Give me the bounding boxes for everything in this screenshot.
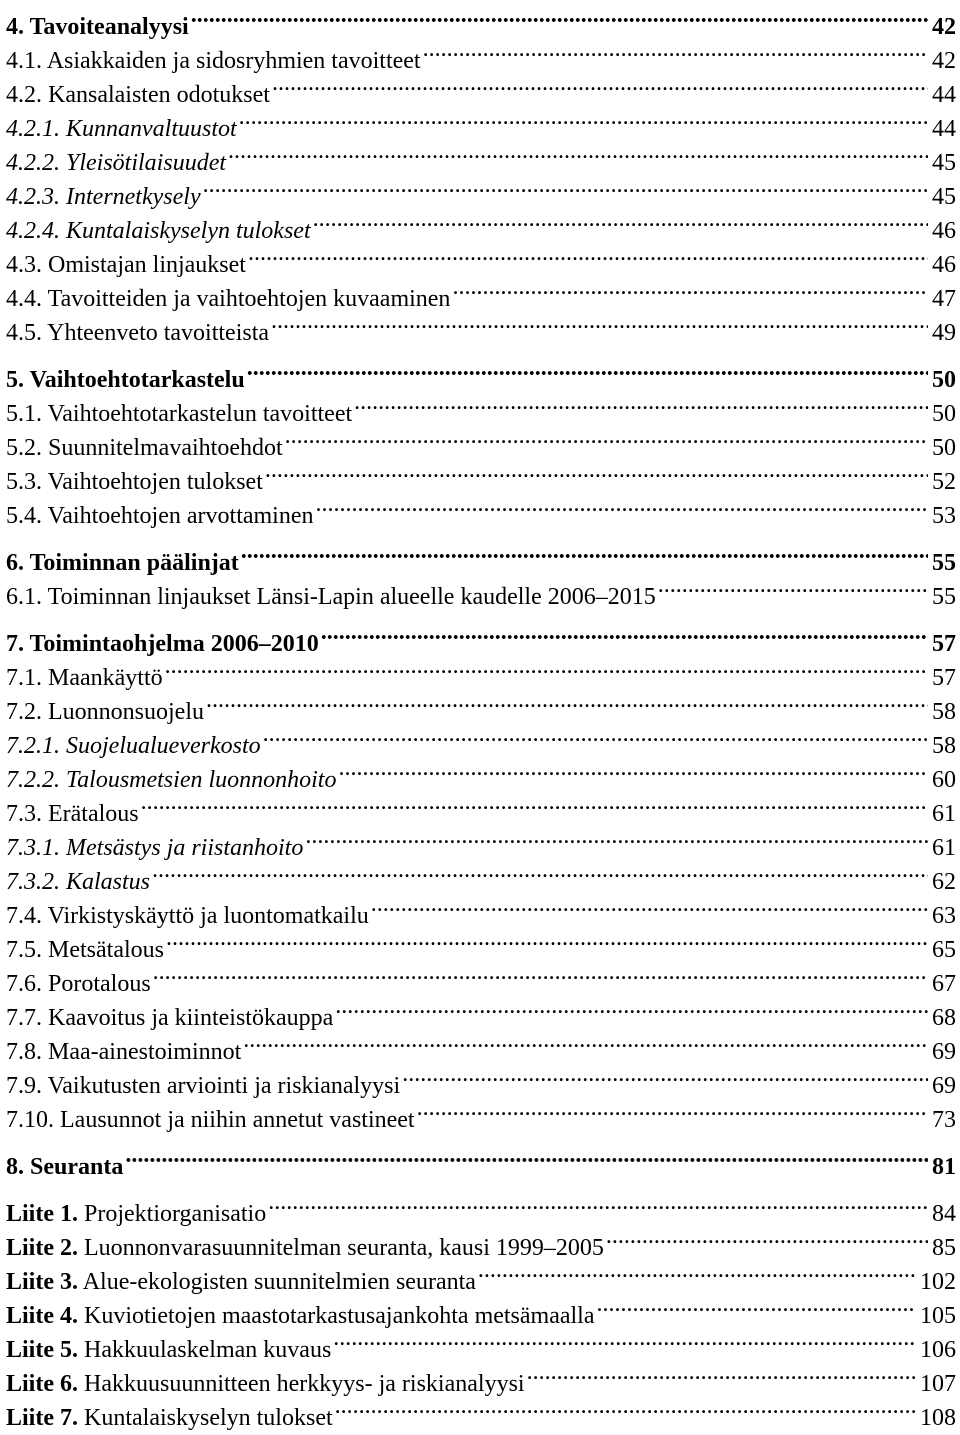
toc-entry-page-number: 42: [932, 48, 956, 74]
toc-entry-title: Kunnanvaltuustot: [66, 116, 237, 142]
toc-entry-title: Toiminnan päälinjat: [29, 550, 239, 576]
toc-entry-label: [6, 1265, 476, 1299]
toc-entry-page-number: 50: [932, 435, 956, 461]
toc-entry-title: Kansalaisten odotukset: [48, 82, 270, 108]
toc-entry-title: Hakkuulaskelman kuvaus: [84, 1337, 332, 1363]
dot-leader: [165, 651, 928, 685]
toc-entry-page-number: 84: [932, 1201, 956, 1227]
toc-entry-title: Toiminnan linjaukset Länsi-Lapin alueelle kaudelle 2006–2015: [47, 584, 656, 610]
toc-entry-number: 6.: [6, 550, 24, 576]
dot-leader: [338, 753, 928, 787]
toc-entry-page-number: 107: [920, 1371, 956, 1397]
toc-chapter-entry[interactable]: [6, 536, 956, 576]
toc-entry-number: 4.2.4.: [6, 218, 60, 244]
dot-leader: [265, 455, 928, 489]
toc-entry-title: Yhteenveto tavoitteista: [47, 320, 270, 346]
toc-entry-number: 4.2.2.: [6, 150, 60, 176]
toc-entry-label: [6, 248, 246, 282]
toc-entry-number: 8.: [6, 1154, 24, 1180]
toc-entry-page-number: 45: [932, 150, 956, 176]
dot-leader: [239, 102, 928, 136]
toc-entry-title: Maankäyttö: [48, 665, 163, 691]
toc-entry-title: Yleisötilaisuudet: [66, 150, 227, 176]
toc-entry-page-number: 68: [932, 1005, 956, 1031]
toc-entry-number: 7.8.: [6, 1039, 42, 1065]
dot-leader: [452, 272, 928, 306]
toc-entry-title: Maa-ainestoiminnot: [48, 1039, 242, 1065]
toc-entry-number: Liite 4.: [6, 1303, 78, 1329]
toc-entry-number: Liite 6.: [6, 1371, 78, 1397]
toc-entry-page-number: 60: [932, 767, 956, 793]
toc-entry-page-number: 49: [932, 320, 956, 346]
toc-entry-title: Vaihtoehtojen tulokset: [47, 469, 263, 495]
toc-entry-title: Lausunnot ja niihin annetut vastineet: [60, 1107, 415, 1133]
toc-entry-page-number: 65: [932, 937, 956, 963]
toc-entry-number: 7.5.: [6, 937, 42, 963]
toc-entry-label: [6, 1401, 333, 1435]
toc-chapter-entry[interactable]: [6, 0, 956, 40]
dot-leader: [272, 68, 928, 102]
dot-leader: [313, 204, 928, 238]
dot-leader: [527, 1357, 916, 1391]
toc-entry-label: [6, 695, 204, 729]
dot-leader: [271, 306, 928, 340]
toc-entry-label: [6, 1150, 123, 1184]
dot-leader: [152, 855, 928, 889]
toc-entry-label: [6, 112, 237, 146]
toc-entry-number: 6.1.: [6, 584, 42, 610]
toc-entry-title: Internetkysely: [66, 184, 201, 210]
toc-entry-label: [6, 729, 261, 763]
toc-entry-title: Tavoiteanalyysi: [29, 14, 189, 40]
toc-entry-title: Talousmetsien luonnonhoito: [66, 767, 337, 793]
dot-leader: [371, 889, 928, 923]
dot-leader: [206, 685, 928, 719]
dot-leader: [478, 1255, 916, 1289]
toc-entry-number: 7.4.: [6, 903, 42, 929]
toc-entry-title: Erätalous: [48, 801, 139, 827]
toc-chapter-entry[interactable]: [6, 353, 956, 393]
toc-entry-number: Liite 7.: [6, 1405, 78, 1431]
toc-entry-number: 4.3.: [6, 252, 42, 278]
toc-entry-page-number: 106: [920, 1337, 956, 1363]
toc-entry-number: Liite 1.: [6, 1201, 78, 1227]
toc-entry-title: Vaihtoehtotarkastelun tavoitteet: [47, 401, 353, 427]
toc-entry-page-number: 61: [932, 801, 956, 827]
toc-entry-page-number: 57: [932, 631, 956, 657]
toc-entry-page-number: 102: [920, 1269, 956, 1295]
dot-leader: [285, 421, 928, 455]
toc-entry-title: Virkistyskäyttö ja luontomatkailu: [47, 903, 369, 929]
dot-leader: [402, 1059, 928, 1093]
toc-entry-number: 7.: [6, 631, 24, 657]
toc-entry-label: [6, 363, 245, 397]
toc-entry-page-number: 58: [932, 733, 956, 759]
toc-entry-label: [6, 431, 283, 465]
toc-entry-page-number: 44: [932, 82, 956, 108]
dot-leader: [166, 923, 928, 957]
toc-entry-label: [6, 316, 269, 350]
toc-entry[interactable]: [6, 821, 956, 861]
toc-entry-title: Suunnitelmavaihtoehdot: [48, 435, 283, 461]
toc-entry-title: Hakkuusuunnitteen herkkyys- ja riskianalyysi: [84, 1371, 525, 1397]
toc-entry-number: 7.3.1.: [6, 835, 60, 861]
toc-entry-number: 5.1.: [6, 401, 42, 427]
toc-entry-label: [6, 1333, 331, 1367]
toc-entry-page-number: 69: [932, 1073, 956, 1099]
toc-entry-page-number: 52: [932, 469, 956, 495]
toc-entry-number: 7.3.2.: [6, 869, 60, 895]
dot-leader: [241, 536, 928, 570]
toc-entry-label: [6, 580, 656, 614]
toc-entry[interactable]: [6, 787, 956, 827]
toc-entry-label: [6, 10, 189, 44]
toc-entry-number: 7.2.1.: [6, 733, 60, 759]
toc-chapter-entry[interactable]: [6, 617, 956, 657]
toc-entry-title: Vaihtoehtotarkastelu: [29, 367, 245, 393]
toc-entry-number: 5.3.: [6, 469, 42, 495]
toc-entry-number: 5.2.: [6, 435, 42, 461]
toc-entry-title: Omistajan linjaukset: [48, 252, 246, 278]
toc-entry-title: Luonnonsuojelu: [48, 699, 204, 725]
toc-entry-number: 7.1.: [6, 665, 42, 691]
dot-leader: [354, 387, 928, 421]
toc-entry-number: Liite 2.: [6, 1235, 78, 1261]
toc-entry-page-number: 85: [932, 1235, 956, 1261]
toc-entry-title: Kaavoitus ja kiinteistökauppa: [48, 1005, 334, 1031]
dot-leader: [606, 1221, 928, 1255]
toc-entry-number: 7.6.: [6, 971, 42, 997]
toc-entry-title: Luonnonvarasuunnitelman seuranta, kausi 1999–2005: [84, 1235, 604, 1261]
toc-entry-page-number: 46: [932, 218, 956, 244]
toc-entry-label: [6, 1035, 241, 1069]
toc-entry-number: 7.7.: [6, 1005, 42, 1031]
toc-entry-number: 7.2.: [6, 699, 42, 725]
toc-entry-page-number: 46: [932, 252, 956, 278]
toc-entry-label: [6, 78, 270, 112]
dot-leader: [268, 1187, 928, 1221]
dot-leader: [316, 489, 929, 523]
toc-entry-label: [6, 661, 163, 695]
toc-entry-title: Tavoitteiden ja vaihtoehtojen kuvaaminen: [47, 286, 451, 312]
toc-entry-label: [6, 967, 151, 1001]
dot-leader: [191, 0, 928, 34]
dot-leader: [305, 821, 928, 855]
dot-leader: [125, 1140, 928, 1174]
toc-entry-title: Vaihtoehtojen arvottaminen: [47, 503, 314, 529]
toc-entry-label: [6, 1197, 266, 1231]
dot-leader: [248, 238, 928, 272]
toc-entry-number: 5.: [6, 367, 24, 393]
dot-leader: [417, 1093, 928, 1127]
toc-entry-label: [6, 180, 201, 214]
toc-entry-label: [6, 465, 263, 499]
dot-leader: [141, 787, 928, 821]
dot-leader: [243, 1025, 928, 1059]
toc-entry-page-number: 73: [932, 1107, 956, 1133]
dot-leader: [597, 1289, 916, 1323]
toc-entry-title: Kuviotietojen maastotarkastusajankohta metsämaalla: [84, 1303, 595, 1329]
toc-entry-title: Porotalous: [48, 971, 151, 997]
toc-entry-page-number: 69: [932, 1039, 956, 1065]
toc-entry-page-number: 55: [932, 584, 956, 610]
toc-entry-title: Toimintaohjelma 2006–2010: [29, 631, 319, 657]
dot-leader: [247, 353, 928, 387]
toc-entry-label: [6, 1069, 400, 1103]
toc-entry-title: Kuntalaiskyselyn tulokset: [84, 1405, 333, 1431]
toc-chapter-entry[interactable]: [6, 1140, 956, 1180]
toc-entry-label: [6, 1103, 415, 1137]
toc-entry-number: 7.3.: [6, 801, 42, 827]
toc-entry-number: 4.5.: [6, 320, 42, 346]
toc-entry-page-number: 42: [932, 14, 956, 40]
dot-leader: [423, 34, 928, 68]
toc-entry-title: Suojelualueverkosto: [66, 733, 261, 759]
toc-entry-title: Metsätalous: [48, 937, 164, 963]
toc-entry-page-number: 57: [932, 665, 956, 691]
toc-entry-label: [6, 865, 150, 899]
toc-entry-page-number: 50: [932, 367, 956, 393]
toc-entry-number: 5.4.: [6, 503, 42, 529]
dot-leader: [263, 719, 928, 753]
toc-entry-page-number: 108: [920, 1405, 956, 1431]
dot-leader: [335, 1391, 916, 1425]
toc-entry-page-number: 63: [932, 903, 956, 929]
toc-entry-title: Vaikutusten arviointi ja riskianalyysi: [47, 1073, 401, 1099]
toc-entry-page-number: 58: [932, 699, 956, 725]
toc-entry-page-number: 44: [932, 116, 956, 142]
toc-entry-number: 4.2.1.: [6, 116, 60, 142]
toc-entry-number: 4.1.: [6, 48, 42, 74]
toc-entry-label: [6, 146, 226, 180]
toc-entry-title: Alue-ekologisten suunnitelmien seuranta: [82, 1269, 476, 1295]
toc-entry-number: 4.2.3.: [6, 184, 60, 210]
toc-entry-number: Liite 5.: [6, 1337, 78, 1363]
toc-entry-page-number: 105: [920, 1303, 956, 1329]
toc-entry-title: Kuntalaiskyselyn tulokset: [66, 218, 311, 244]
toc-entry-title: Metsästys ja riistanhoito: [66, 835, 304, 861]
toc-entry-number: 4.2.: [6, 82, 42, 108]
toc-entry-number: 7.10.: [6, 1107, 54, 1133]
toc-entry-page-number: 67: [932, 971, 956, 997]
dot-leader: [228, 136, 928, 170]
toc-entry-page-number: 50: [932, 401, 956, 427]
toc-entry-page-number: 53: [932, 503, 956, 529]
appendix-entry[interactable]: [6, 1187, 956, 1227]
toc-entry-title: Projektiorganisatio: [84, 1201, 267, 1227]
toc-entry-page-number: 47: [932, 286, 956, 312]
toc-entry-page-number: 81: [932, 1154, 956, 1180]
toc-entry-number: 4.: [6, 14, 24, 40]
toc-entry-number: Liite 3.: [6, 1269, 78, 1295]
toc-entry-page-number: 61: [932, 835, 956, 861]
dot-leader: [321, 617, 928, 651]
dot-leader: [153, 957, 928, 991]
toc-entry-number: 7.2.2.: [6, 767, 60, 793]
toc-entry-label: [6, 933, 164, 967]
toc-entry-page-number: 62: [932, 869, 956, 895]
toc-entry-page-number: 55: [932, 550, 956, 576]
toc-entry-number: 7.9.: [6, 1073, 42, 1099]
toc-entry-title: Seuranta: [30, 1154, 124, 1180]
toc-entry-title: Kalastus: [66, 869, 151, 895]
table-of-contents: [6, 0, 956, 1431]
dot-leader: [203, 170, 928, 204]
toc-entry-label: [6, 797, 139, 831]
dot-leader: [333, 1323, 916, 1357]
dot-leader: [658, 570, 928, 604]
toc-entry-title: Asiakkaiden ja sidosryhmien tavoitteet: [46, 48, 421, 74]
toc-entry-label: [6, 546, 239, 580]
dot-leader: [335, 991, 928, 1025]
toc-entry-number: 4.4.: [6, 286, 42, 312]
toc-entry-page-number: 45: [932, 184, 956, 210]
toc-entry-label: [6, 499, 314, 533]
